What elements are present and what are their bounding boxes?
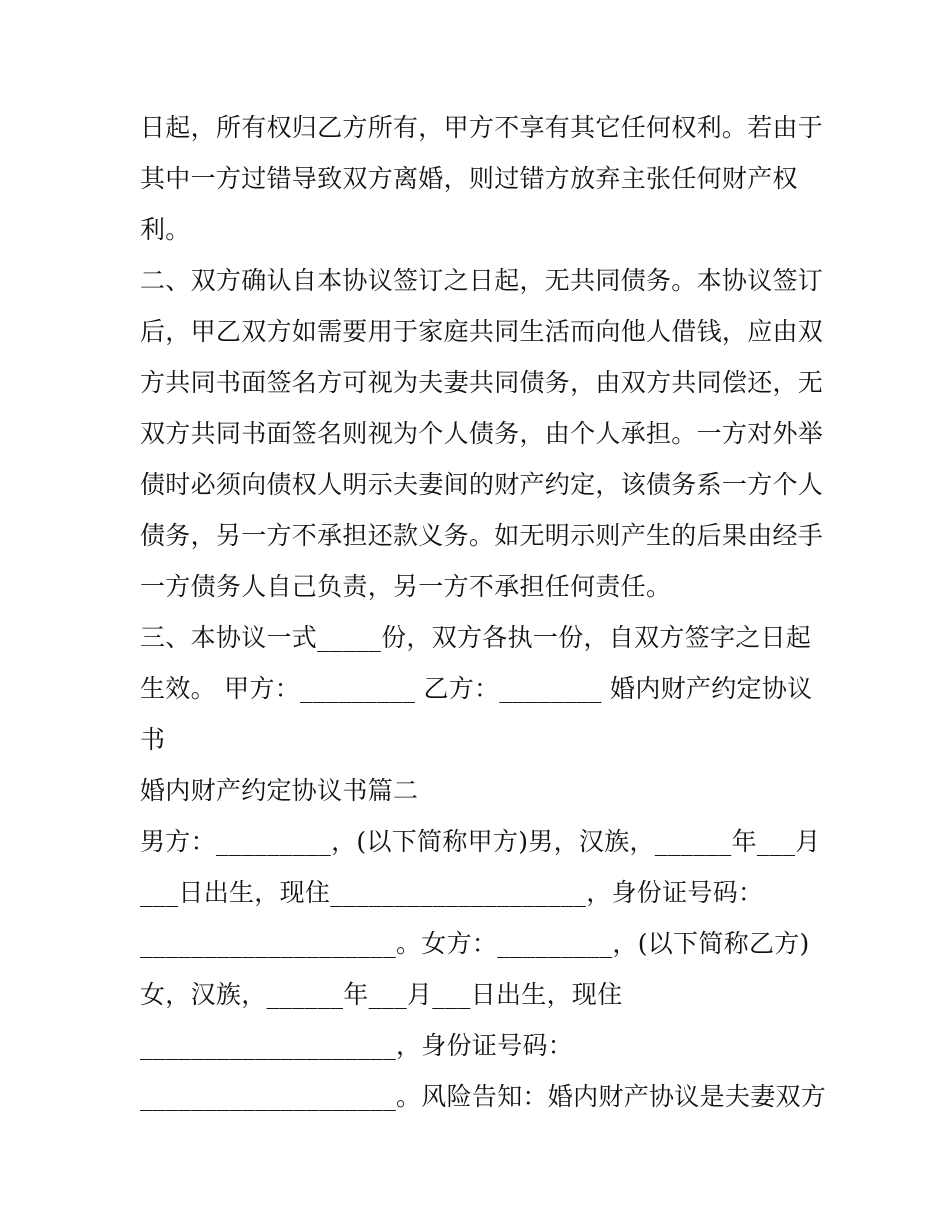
text-line: 日起，所有权归乙方所有，甲方不享有其它任何权利。若由于: [140, 113, 824, 142]
text-line: 三、本协议一式_____份，双方各执一份，自双方签字之日起: [140, 623, 812, 652]
text-line: 男方：_________，(以下简称甲方)男，汉族，______年___月: [140, 827, 821, 856]
text-line: 其中一方过错导致双方离婚，则过错方放弃主张任何财产权: [140, 164, 798, 193]
text-line: 二、双方确认自本协议签订之日起，无共同债务。本协议签订: [140, 266, 824, 295]
text-line: ____________________。风险告知：婚内财产协议是夫妻双方: [140, 1082, 827, 1111]
text-line: 书: [140, 725, 166, 754]
text-line: 利。: [140, 215, 191, 244]
text-line: 后，甲乙双方如需要用于家庭共同生活而向他人借钱，应由双: [140, 317, 824, 346]
text-line: 债务，另一方不承担还款义务。如无明示则产生的后果由经手: [140, 521, 824, 550]
text-line: ____________________。女方：_________，(以下简称乙方): [140, 929, 810, 958]
document-body: [140, 102, 827, 1122]
text-line: 债时必须向债权人明示夫妻间的财产约定，该债务系一方个人: [140, 470, 824, 499]
text-line: ___日出生，现住____________________，身份证号码：: [140, 878, 764, 907]
text-line: 双方共同书面签名则视为个人债务，由个人承担。一方对外举: [140, 419, 824, 448]
section-heading: 婚内财产约定协议书篇二: [140, 776, 419, 805]
text-line: 一方债务人自己负责，另一方不承担任何责任。: [140, 572, 672, 601]
text-line: 方共同书面签名方可视为夫妻共同债务，由双方共同偿还，无: [140, 368, 824, 397]
text-line: 生效。 甲方：_________ 乙方：________ 婚内财产约定协议: [140, 674, 813, 703]
text-line: 女，汉族，______年___月___日出生，现住: [140, 980, 623, 1009]
text-line: ____________________，身份证号码：: [140, 1031, 574, 1060]
